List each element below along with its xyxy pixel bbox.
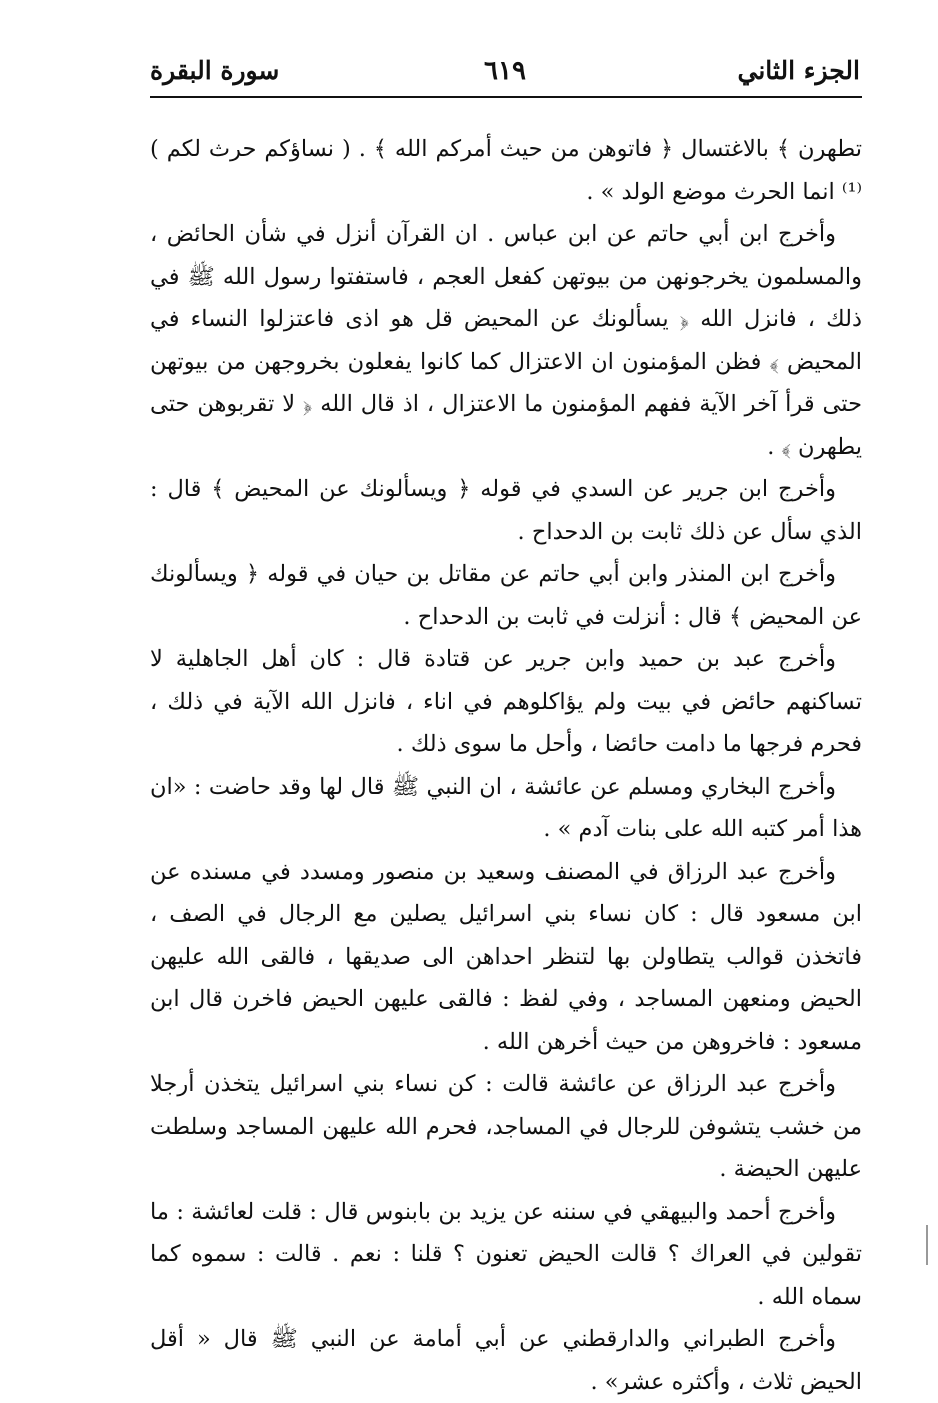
paragraph-6: وأخرج البخاري ومسلم عن عائشة ، ان النبي ﷺ قال لها وقد حاضت : «ان هذا أمر كتبه الله على بنات آدم » . [150, 773, 862, 842]
paragraph-1: تطهرن ﴾ بالاغتسال ﴿ فاتوهن من حيث أمركم الله ﴾ . ( نساؤكم حرث لكم )⁽¹⁾ انما الحرث موضع الولد » . [150, 136, 862, 205]
body-text [150, 128, 862, 1403]
page-number: ٦١٩ [484, 56, 526, 86]
paragraph-7: وأخرج عبد الرزاق في المصنف وسعيد بن منصور ومسدد في مسنده عن ابن مسعود قال : كان نساء بني اسرائيل يصلين مع الرجال في الصف ، فاتخذن قوالب يتطاولن بها لتنظر احداهن الى صديقها ، فالقى الله عليهن الحيض ومنعهن المساجد ، وفي لفظ : فالقى عليهن الحيض فاخرن قال ابن مسعود : فاخروهن من حيث أخرهن الله . [150, 858, 862, 1055]
header-rule [150, 96, 862, 98]
running-header [150, 52, 860, 96]
part-title: الجزء الثاني [737, 56, 860, 85]
paragraph-2: وأخرج ابن أبي حاتم عن ابن عباس . ان القرآن أنزل في شأن الحائض ، والمسلمون يخرجونهن من بيوتهن كفعل العجم ، فاستفتوا رسول الله ﷺ في ذلك ، فانزل الله ﴿ يسألونك عن المحيض قل هو اذى فاعتزلوا النساء في المحيض ﴾ فظن المؤمنون ان الاعتزال كما كانوا يفعلون بخروجهن من بيوتهن حتى قرأ آخر الآية ففهم المؤمنون ما الاعتزال ، اذ قال الله ﴿ لا تقربوهن حتى يطهرن ﴾ . [150, 221, 862, 460]
paragraph-10: وأخرج الطبراني والدارقطني عن أبي أمامة عن النبي ﷺ قال « أقل الحيض ثلاث ، وأكثره عشر» . [150, 1326, 862, 1395]
paragraph-3: وأخرج ابن جرير عن السدي في قوله ﴿ ويسألونك عن المحيض ﴾ قال : الذي سأل عن ذلك ثابت بن الدحداح . [150, 476, 862, 545]
paragraph-5: وأخرج عبد بن حميد وابن جرير عن قتادة قال : كان أهل الجاهلية لا تساكنهم حائض في بيت ولم يؤاكلوهم في اناء ، فانزل الله الآية في ذلك ، فحرم فرجها ما دامت حائضا ، وأحل ما سوى ذلك . [150, 646, 862, 757]
paragraph-4: وأخرج ابن المنذر وابن أبي حاتم عن مقاتل بن حيان في قوله ﴿ ويسألونك عن المحيض ﴾ قال : أنزلت في ثابت بن الدحداح . [150, 561, 862, 630]
paragraph-9: وأخرج أحمد والبيهقي في سننه عن يزيد بن بابنوس قال : قلت لعائشة : ما تقولين في العراك ؟ قالت الحيض تعنون ؟ قلنا : نعم . قالت : سموه كما سماه الله . [150, 1198, 862, 1310]
surah-title: سورة البقرة [150, 56, 280, 85]
scan-edge-mark [926, 1225, 928, 1265]
paragraph-8: وأخرج عبد الرزاق عن عائشة قالت : كن نساء بني اسرائيل يتخذن أرجلا من خشب يتشوفن للرجال في المساجد، فحرم الله عليهن المساجد وسلطت عليهن الحيضة . [150, 1071, 862, 1182]
